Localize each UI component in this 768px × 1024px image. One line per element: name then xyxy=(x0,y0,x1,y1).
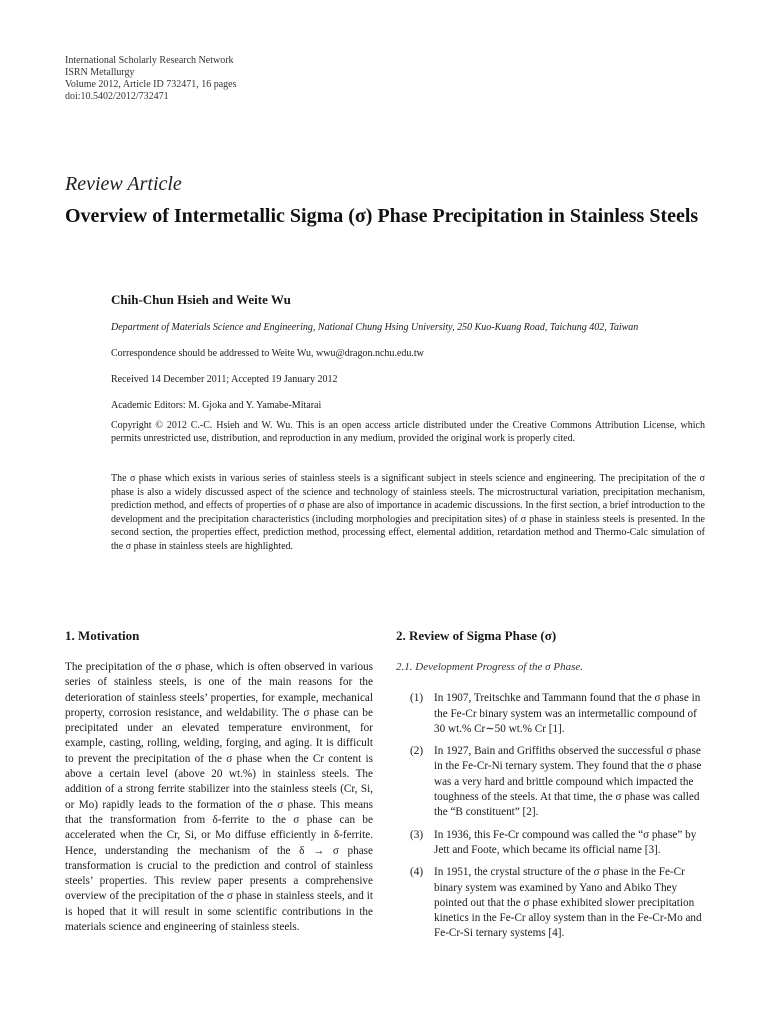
section-1-heading: 1. Motivation xyxy=(65,628,140,643)
abstract: The σ phase which exists in various series of stainless steels is a significant subject in steels science and engineering. The precipitation of the σ phase is also a widely discussed aspect of the science and technology of stainless steels. The microstructural variation, precipitation mechanism, prediction method, and effects of properties of σ phase are also of importance in academic discussions. In the first section, a brief introduction to the development and the precipitation characteristics (including morphologies and precipitation sites) of σ phase in stainless steels is presented. In the second section, the properties effect, prediction method, processing effect, elemental addition, retardation method and Thermo-Calc simulation of the σ phase in stainless steels are highlighted. xyxy=(111,473,705,552)
item-text: In 1936, this Fe-Cr compound was called the “σ phase” by Jett and Foote, which became its official name [3]. xyxy=(434,828,697,856)
article-title: Overview of Intermetallic Sigma (σ) Phase Precipitation in Stainless Steels xyxy=(65,205,699,227)
journal-volume: Volume 2012, Article ID 732471, 16 pages xyxy=(65,79,237,90)
item-text: In 1927, Bain and Griffiths observed the successful σ phase in the Fe-Cr-Ni ternary system. They found that the σ phase was a very hard and brittle compound which impacted the toughness of the steels. At that time, the σ phase was called the “B constituent” [2]. xyxy=(434,745,702,819)
item-number: (2) xyxy=(410,745,424,758)
journal-header xyxy=(65,55,236,103)
affiliation: Department of Materials Science and Engineering, National Chung Hsing University, 250 Kuo-Kuang Road, Taichung 402, Taiwan xyxy=(111,322,639,333)
journal-name: ISRN Metallurgy xyxy=(65,67,135,78)
received-dates: Received 14 December 2011; Accepted 19 January 2012 xyxy=(111,374,338,385)
section-1-body: The precipitation of the σ phase, which is often observed in various series of stainless steels, is one of the main reasons for the deterioration of stainless steels’ properties, for example, mechanical property, corrosion resistance, and weldability. The σ phase can be precipitated under an elevated temperature environment, for example, casting, rolling, welding, forging, and aging. It is difficult to prevent the precipitation of the σ phase when the Cr content is above a certain level (above 20 wt.%) in stainless steels. The addition of a strong ferrite stabilizer into the stainless steels (Cr, Si, or Mo) rapidly leads to the formation of the σ phase. This means that the transformation from δ-ferrite to the σ phase can be accelerated when the Cr, Si, or Mo diffuse efficiently in δ-ferrite. Hence, understanding the mechanism of the δ → σ phase transformation is crucial to the prediction and control of stainless steels’ properties. This review paper presents a comprehensive overview of the precipitation of the σ phase in stainless steels, and it is hoped that it will result in some scientific contributions in the materials science and engineering of stainless steels. xyxy=(65,661,373,934)
correspondence: Correspondence should be addressed to Weite Wu, wwu@dragon.nchu.edu.tw xyxy=(111,348,424,359)
academic-editors: Academic Editors: M. Gjoka and Y. Yamabe-Mitarai xyxy=(111,400,322,411)
list-item xyxy=(396,691,704,737)
authors: Chih-Chun Hsieh and Weite Wu xyxy=(111,292,291,307)
item-text: In 1951, the crystal structure of the σ phase in the Fe-Cr binary system was examined by Yano and Abiko They pointed out that the σ phase exhibited slower precipitation kinetics in the Fe-Cr alloy system than in the Fe-Cr-Mo and Fe-Cr-Si ternary systems [4]. xyxy=(434,866,702,940)
section-motivation xyxy=(65,628,373,935)
journal-doi: doi:10.5402/2012/732471 xyxy=(65,91,169,102)
article-kind: Review Article xyxy=(65,173,182,195)
item-number: (3) xyxy=(410,828,424,841)
item-text: In 1907, Treitschke and Tammann found that the σ phase in the Fe-Cr binary system was an intermetallic compound of 30 wt.% Cr∼50 wt.% Cr [1]. xyxy=(434,692,701,735)
copyright-notice: Copyright © 2012 C.-C. Hsieh and W. Wu. This is an open access article distributed under the Creative Commons Attribution License, which permits unrestricted use, distribution, and reproduction in any medium, provided the original work is properly cited. xyxy=(111,420,705,444)
list-item xyxy=(396,744,704,820)
section-2-heading: 2. Review of Sigma Phase (σ) xyxy=(396,628,557,643)
history-list xyxy=(396,691,704,941)
item-number: (4) xyxy=(410,866,424,879)
journal-network: International Scholarly Research Network xyxy=(65,55,234,66)
item-number: (1) xyxy=(410,692,424,705)
section-review xyxy=(396,628,704,949)
list-item xyxy=(396,828,704,859)
subsection-heading: 2.1. Development Progress of the σ Phase. xyxy=(396,661,583,673)
list-item xyxy=(396,865,704,941)
